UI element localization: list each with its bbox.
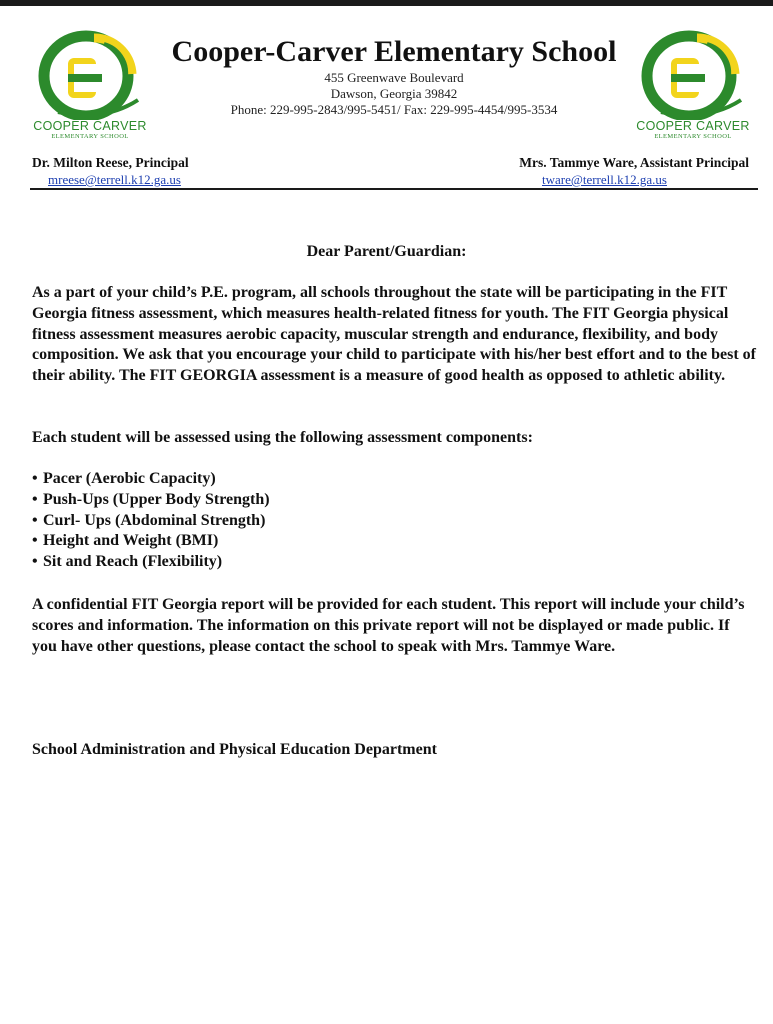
logo-subtitle: ELEMENTARY SCHOOL <box>51 133 129 140</box>
school-name-heading: Cooper-Carver Elementary School <box>171 35 617 68</box>
logo-name: COOPER CARVER <box>33 119 147 133</box>
principal-email-link[interactable]: mreese@terrell.k12.ga.us <box>48 172 181 187</box>
list-item: • Curl- Ups (Abdominal Strength) <box>32 511 270 532</box>
list-item: • Push-Ups (Upper Body Strength) <box>32 490 270 511</box>
phone-fax: Phone: 229-995-2843/995-5451/ Fax: 229-995-4454/995-3534 <box>230 102 558 117</box>
logo-subtitle: ELEMENTARY SCHOOL <box>654 133 732 140</box>
closing-signature: School Administration and Physical Education Department <box>32 741 437 758</box>
principal-name: Dr. Milton Reese, Principal <box>32 155 189 170</box>
list-item: • Sit and Reach (Flexibility) <box>32 552 270 573</box>
logo-name: COOPER CARVER <box>636 119 750 133</box>
salutation: Dear Parent/Guardian: <box>306 243 467 260</box>
intro-paragraph: As a part of your child’s P.E. program, all schools throughout the state will be participating in the FIT Georgia fitness assessment, which measures health-related fitness for youth. The FIT Georgia physical fitness assessment measures aerobic capacity, muscular strength and endurance, flexibility, and body composition. We ask that you encourage your child to participate with his/her best effort and to the best of their ability. The FIT GEORGIA assessment is a measure of good health as opposed to athletic ability. <box>32 284 756 385</box>
list-item: • Pacer (Aerobic Capacity) <box>32 469 270 490</box>
assessment-components-list <box>32 469 270 573</box>
address-street: 455 Greenwave Boulevard <box>324 70 464 85</box>
assessment-intro: Each student will be assessed using the following assessment components: <box>32 429 533 446</box>
top-border <box>0 0 773 6</box>
assistant-principal-name: Mrs. Tammye Ware, Assistant Principal <box>519 155 749 170</box>
address-city: Dawson, Georgia 39842 <box>330 86 458 101</box>
assistant-email-link[interactable]: tware@terrell.k12.ga.us <box>542 172 667 187</box>
header-divider <box>30 188 758 190</box>
report-paragraph: A confidential FIT Georgia report will be provided for each student. This report will include your child’s scores and information. The information on this private report will not be displayed or made public. If you have other questions, please contact the school to speak with Mrs. Tammye Ware. <box>32 596 745 655</box>
list-item: • Height and Weight (BMI) <box>32 531 270 552</box>
